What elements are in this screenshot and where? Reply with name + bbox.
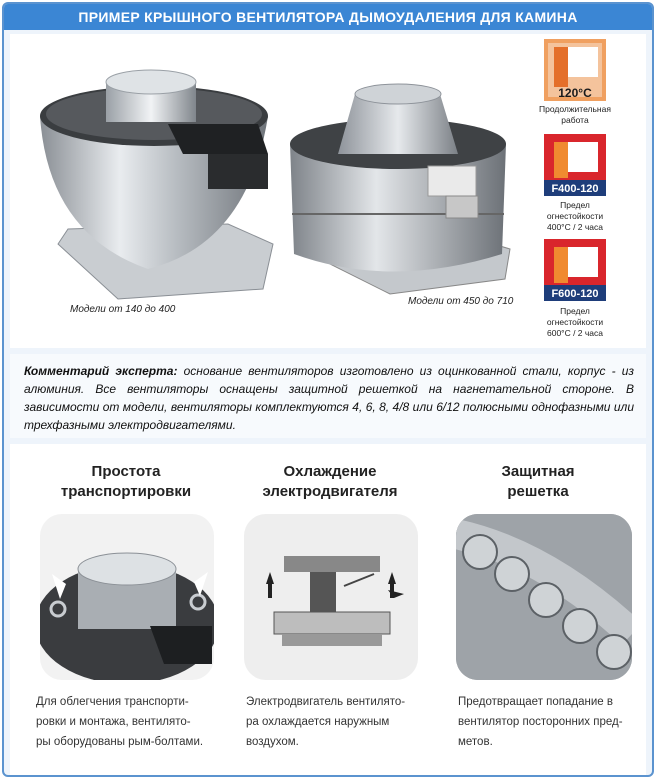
feature-transport-text bbox=[36, 692, 226, 752]
expert-comment bbox=[10, 354, 646, 438]
feature-transport-text-line2: ровки и монтажа, вентилято- bbox=[36, 716, 191, 728]
badge-f400-icon bbox=[544, 134, 606, 196]
badge-f600-line3: 600°C / 2 часа bbox=[546, 328, 604, 338]
badge-f400-label: F400-120 bbox=[551, 183, 599, 195]
eyebolt-fan-icon bbox=[40, 514, 214, 680]
feature-grille-text-line1: Предотвращает попадание в bbox=[458, 696, 613, 708]
fan-large-image bbox=[280, 54, 520, 304]
badge-f600-icon bbox=[544, 239, 606, 301]
feature-transport-title-line1: Простота bbox=[91, 463, 161, 480]
feature-transport-image bbox=[40, 514, 214, 680]
badge-f600-label: F600-120 bbox=[551, 288, 599, 300]
feature-transport-text-line1: Для облегчения транспорти- bbox=[36, 696, 189, 708]
feature-cooling-text-line3: воздухом. bbox=[246, 736, 299, 748]
feature-grille-image bbox=[456, 514, 632, 680]
feature-grille-title bbox=[438, 462, 638, 502]
badge-f400-text bbox=[520, 200, 630, 233]
feature-grille-title-line1: Защитная bbox=[501, 463, 575, 480]
badge-120-label: 120°C bbox=[558, 86, 592, 100]
feature-transport-title bbox=[26, 462, 226, 502]
feature-grille-text bbox=[458, 692, 648, 752]
badge-f400-line1: Предел bbox=[560, 200, 590, 210]
right-model-caption: Модели от 450 до 710 bbox=[408, 296, 514, 307]
motor-cooling-diagram-icon bbox=[244, 514, 418, 680]
badge-f600-text bbox=[520, 306, 630, 339]
left-model-caption: Модели от 140 до 400 bbox=[70, 304, 176, 315]
feature-cooling-title-line2: электродвигателя bbox=[262, 483, 398, 500]
protective-grille-icon bbox=[456, 514, 632, 680]
fan-small-image bbox=[28, 44, 308, 314]
badge-f400-line3: 400°C / 2 часа bbox=[546, 222, 604, 232]
banner-title: ПРИМЕР КРЫШНОГО ВЕНТИЛЯТОРА ДЫМОУДАЛЕНИЯ ДЛЯ КАМИНА bbox=[4, 4, 652, 30]
feature-transport-text-line3: ры оборудованы рым-болтами. bbox=[36, 736, 204, 748]
badge-f400-line2: огнестойкости bbox=[546, 211, 604, 221]
product-panel bbox=[10, 34, 646, 348]
badge-120-line1: Продолжительная bbox=[539, 104, 611, 114]
feature-cooling-text-line2: ра охлаждается наружным bbox=[246, 716, 390, 728]
features-panel bbox=[10, 444, 646, 775]
feature-transport-title-line2: транспортировки bbox=[60, 483, 192, 500]
feature-cooling-image bbox=[244, 514, 418, 680]
feature-grille-text-line2: вентилятор посторонних пред- bbox=[458, 716, 623, 728]
feature-grille-title-line2: решетка bbox=[507, 483, 569, 500]
infographic-frame bbox=[2, 2, 654, 777]
feature-cooling-title bbox=[230, 462, 430, 502]
badge-120-line2: работа bbox=[561, 115, 589, 125]
badge-f600-line1: Предел bbox=[560, 306, 590, 316]
feature-cooling-title-line1: Охлаждение bbox=[283, 463, 377, 480]
expert-comment-text: основание вентиляторов изготовлено из оцинкованной стали, корпус - из алюминия. Все вентиляторы оснащены защитной решеткой на нагнетательной стороне. В зависимости от модели, вентиляторы комплектуются 4, 6, 8, 4/8 или 6/12 полюсными однофазными или трехфазными электродвигателями. bbox=[24, 364, 634, 432]
feature-cooling-text bbox=[246, 692, 436, 752]
feature-cooling-text-line1: Электродвигатель вентилято- bbox=[246, 696, 406, 708]
badge-120-icon bbox=[544, 39, 606, 101]
expert-comment-lead: Комментарий эксперта: bbox=[24, 364, 178, 378]
badge-120-text bbox=[520, 104, 630, 126]
badge-f600-line2: огнестойкости bbox=[546, 317, 604, 327]
feature-grille-text-line3: метов. bbox=[458, 736, 493, 748]
